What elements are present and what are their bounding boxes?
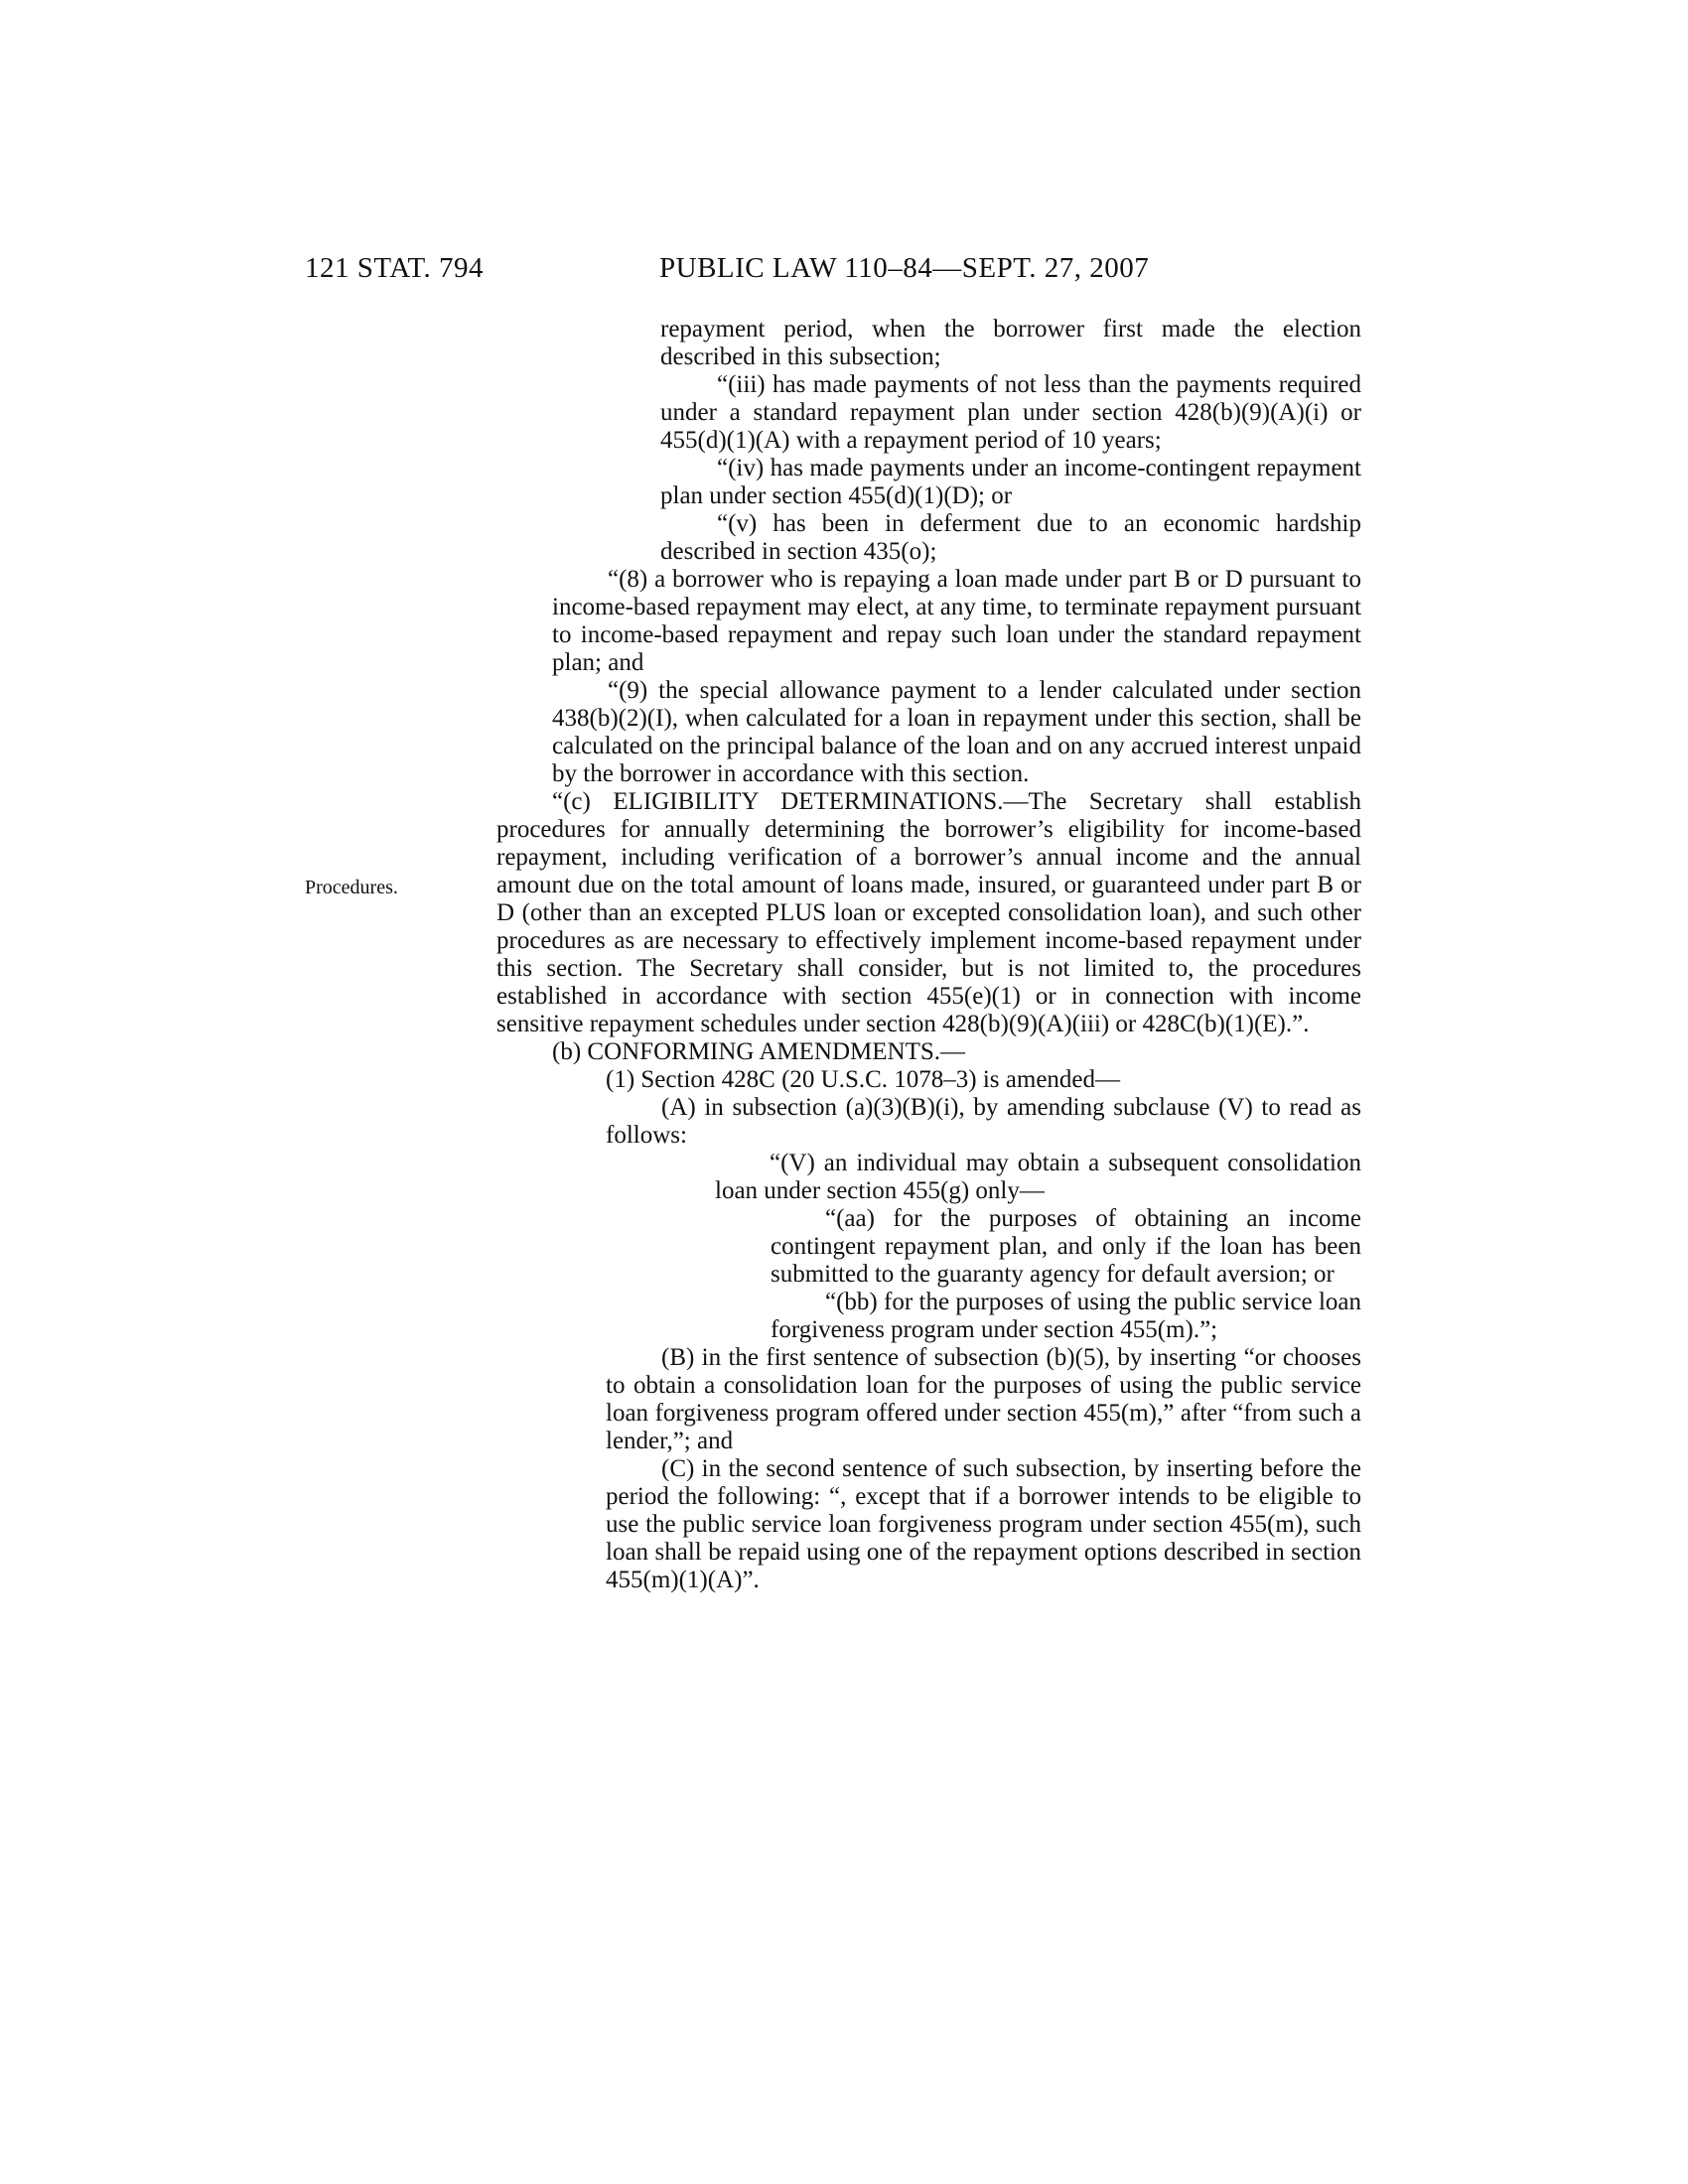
margin-note: Procedures. <box>305 877 398 898</box>
paragraph-8: “(8) a borrower who is repaying a loan made under part B or D pursuant to income-based repayment may elect, at any time, to terminate repayment pursuant to income-based repayment and repay such loan under the standard repayment plan; and <box>552 566 1361 676</box>
paragraph-clause-iv: “(iv) has made payments under an income-contingent repayment plan under section 455(d)(1)(D); or <box>660 455 1361 509</box>
subsection-b-conforming: (b) CONFORMING AMENDMENTS.— <box>552 1038 965 1065</box>
item-aa: “(aa) for the purposes of obtaining an income contingent repayment plan, and only if the loan has been submitted to the guaranty agency for default aversion; or <box>771 1205 1361 1288</box>
public-law-header: PUBLIC LAW 110–84—SEPT. 27, 2007 <box>659 252 1150 284</box>
subparagraph-a: (A) in subsection (a)(3)(B)(i), by amending subclause (V) to read as follows: <box>606 1094 1361 1149</box>
subsection-c-eligibility: “(c) ELIGIBILITY DETERMINATIONS.—The Secretary shall establish procedures for annually determining the borrower’s eligibility for income-based repayment, including verification of a borrower’s annual income and the annual amount due on the total amount of loans made, insured, or guaranteed under part B or D (other than an excepted PLUS loan or excepted consolidation loan), and such other procedures as are necessary to effectively implement income-based repayment under this section. The Secretary shall consider, but is not limited to, the procedures established in accordance with section 455(e)(1) or in connection with income sensitive repayment schedules under section 428(b)(9)(A)(iii) or 428C(b)(1)(E).”. <box>496 788 1361 1037</box>
paragraph-clause-v: “(v) has been in deferment due to an economic hardship described in section 435(o); <box>660 510 1361 565</box>
subparagraph-b: (B) in the first sentence of subsection (b)(5), by inserting “or chooses to obtain a consolidation loan for the purposes of using the public service loan forgiveness program offered under section 455(m),” after “from such a lender,”; and <box>606 1344 1361 1454</box>
page-number-header: 121 STAT. 794 <box>305 252 485 284</box>
paragraph-1-section-428c: (1) Section 428C (20 U.S.C. 1078–3) is amended— <box>606 1066 1121 1093</box>
paragraph-clause-continuation: repayment period, when the borrower first made the election described in this subsection; <box>660 316 1361 370</box>
subclause-v: “(V) an individual may obtain a subsequent consolidation loan under section 455(g) only— <box>715 1150 1361 1204</box>
document-body <box>496 316 1361 1594</box>
paragraph-9: “(9) the special allowance payment to a lender calculated under section 438(b)(2)(I), when calculated for a loan in repayment under this section, shall be calculated on the principal balance of the loan and on any accrued interest unpaid by the borrower in accordance with this section. <box>552 677 1361 787</box>
subparagraph-c: (C) in the second sentence of such subsection, by inserting before the period the following: “, except that if a borrower intends to be eligible to use the public service loan forgiveness program under section 455(m), such loan shall be repaid using one of the repayment options described in section 455(m)(1)(A)”. <box>606 1455 1361 1593</box>
paragraph-clause-iii: “(iii) has made payments of not less than the payments required under a standard repayment plan under section 428(b)(9)(A)(i) or 455(d)(1)(A) with a repayment period of 10 years; <box>660 371 1361 454</box>
item-bb: “(bb) for the purposes of using the public service loan forgiveness program under section 455(m).”; <box>771 1289 1361 1343</box>
